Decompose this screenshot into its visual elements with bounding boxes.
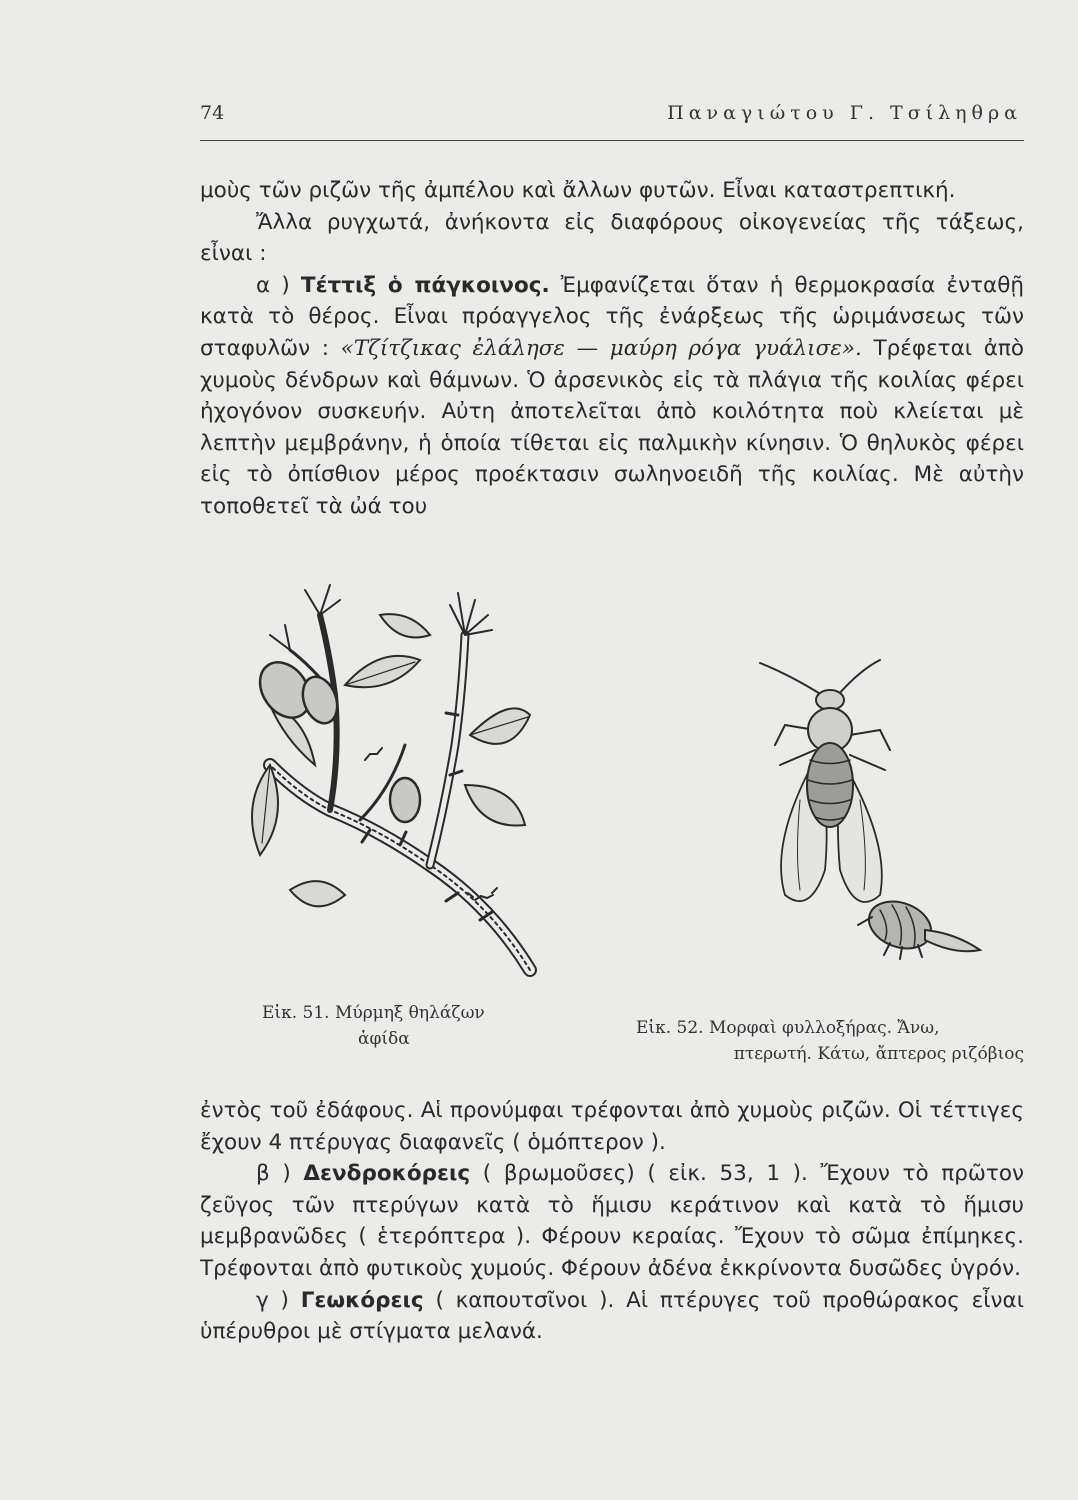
list-marker-b: β ) bbox=[256, 1161, 291, 1187]
text-dendrokoreis: ( βρωμοῦσες) ( εἰκ. 53, 1 ). Ἔχουν τὸ πρῶτον ζεῦγος τῶν πτερύγων κατὰ τὸ ἥμισυ κεράτινον καὶ κατὰ τὸ ἥμισυ μεμβρανῶδες ( ἑτερόπτερα ). Φέρουν κεραίας. Ἔχουν τὸ σῶμα ἐπίμηκες. Τρέφονται ἀπὸ φυτικοὺς χυμούς. Φέρουν ἀδένα ἐκκρίνοντα δυσῶδες ὑγρόν. bbox=[200, 1161, 1024, 1281]
paragraph-continuation-2: ἐντὸς τοῦ ἐδάφους. Αἱ προνύμφαι τρέφονται ἀπὸ χυμοὺς ριζῶν. Οἱ τέττιγες ἔχουν 4 πτέρυγας διαφανεῖς ( ὁμόπτερον ). bbox=[200, 1098, 1024, 1155]
figure-51-caption-line2: ἀφίδα bbox=[358, 1029, 410, 1049]
figure-52-caption-line1: Εἰκ. 52. Μορφαὶ φυλλοξήρας. Ἄνω, bbox=[636, 1018, 940, 1038]
folk-quote: «Τζίτζικας ἐλάλησε — μαύρη ρόγα γυάλισε». bbox=[340, 335, 862, 361]
paragraph-intro: Ἄλλα ρυγχωτά, ἀνήκοντα εἰς διαφόρους οἰκογενείας τῆς τάξεως, εἶναι : bbox=[200, 209, 1024, 267]
text-tettix-b: Τρέφεται ἀπὸ χυμοὺς δένδρων καὶ θάμνων. Ὁ ἀρσενικὸς εἰς τὰ πλάγια τῆς κοιλίας φέρει ἠχογόνον συσκευήν. Αὐτη ἀποτελεῖται ἀπὸ κοιλότητα ποὺ κλείεται μὲ λεπτὴν μεμβράνην, ἡ ὁποία τίθεται εἰς παλμικὴν κίνησιν. Ὁ θηλυκὸς φέρει εἰς τὸ ὀπίσθιον μέρος προέκτασιν σωληνοειδῆ τῆς κοιλίας. Μὲ αὐτὴν τοποθετεῖ τὰ ὠά του bbox=[200, 335, 1024, 519]
list-marker-c: γ ) bbox=[256, 1287, 289, 1313]
figure-52-phylloxera-drawing bbox=[740, 655, 990, 965]
running-head: Παναγιώτου Γ. Τσίληθρα bbox=[667, 102, 1022, 124]
text-tettix-a: Ἐμφανίζεται ὅταν ἡ θερμοκρασία ἐνταθῇ κατὰ τὸ θέρος. Εἶναι πρόαγγελος τῆς ἐνάρξεως τῆς ὡριμάνσεως τῶν σταφυλῶν : bbox=[200, 272, 1025, 361]
page-header bbox=[200, 100, 1024, 141]
bottom-text-block bbox=[200, 1095, 1024, 1348]
figure-51-caption-line1: Εἰκ. 51. Μύρμηξ θηλάζων bbox=[262, 1003, 485, 1023]
paragraph-dendrokoreis bbox=[200, 1158, 1024, 1284]
page-number: 74 bbox=[200, 102, 225, 124]
text-geokoreis: ( καπουτσῖνοι ). Αἱ πτέρυγες τοῦ προθώρακος εἶναι ὑπέρυθροι μὲ στίγματα μελανά. bbox=[200, 1287, 1024, 1345]
term-dendrokoreis: Δενδροκόρεις bbox=[303, 1161, 471, 1187]
figure-51-ant-aphid-drawing bbox=[230, 575, 570, 980]
term-geokoreis: Γεωκόρεις bbox=[300, 1287, 424, 1313]
paragraph-geokoreis bbox=[200, 1285, 1024, 1348]
figure-52-caption bbox=[636, 1015, 1024, 1067]
figure-52-caption-line2: πτερωτή. Κάτω, ἄπτερος ριζόβιος bbox=[733, 1044, 1024, 1064]
term-tettix: Τέττιξ ὁ πάγκοινος. bbox=[300, 272, 550, 298]
paragraph-tettix bbox=[200, 270, 1024, 523]
paragraph-continuation: μοὺς τῶν ριζῶν τῆς ἀμπέλου καὶ ἄλλων φυτῶν. Εἶναι καταστρεπτική. bbox=[200, 178, 956, 203]
figure-51-caption bbox=[262, 1000, 485, 1052]
top-text-block bbox=[200, 175, 1024, 523]
list-marker-a: α ) bbox=[256, 272, 290, 298]
